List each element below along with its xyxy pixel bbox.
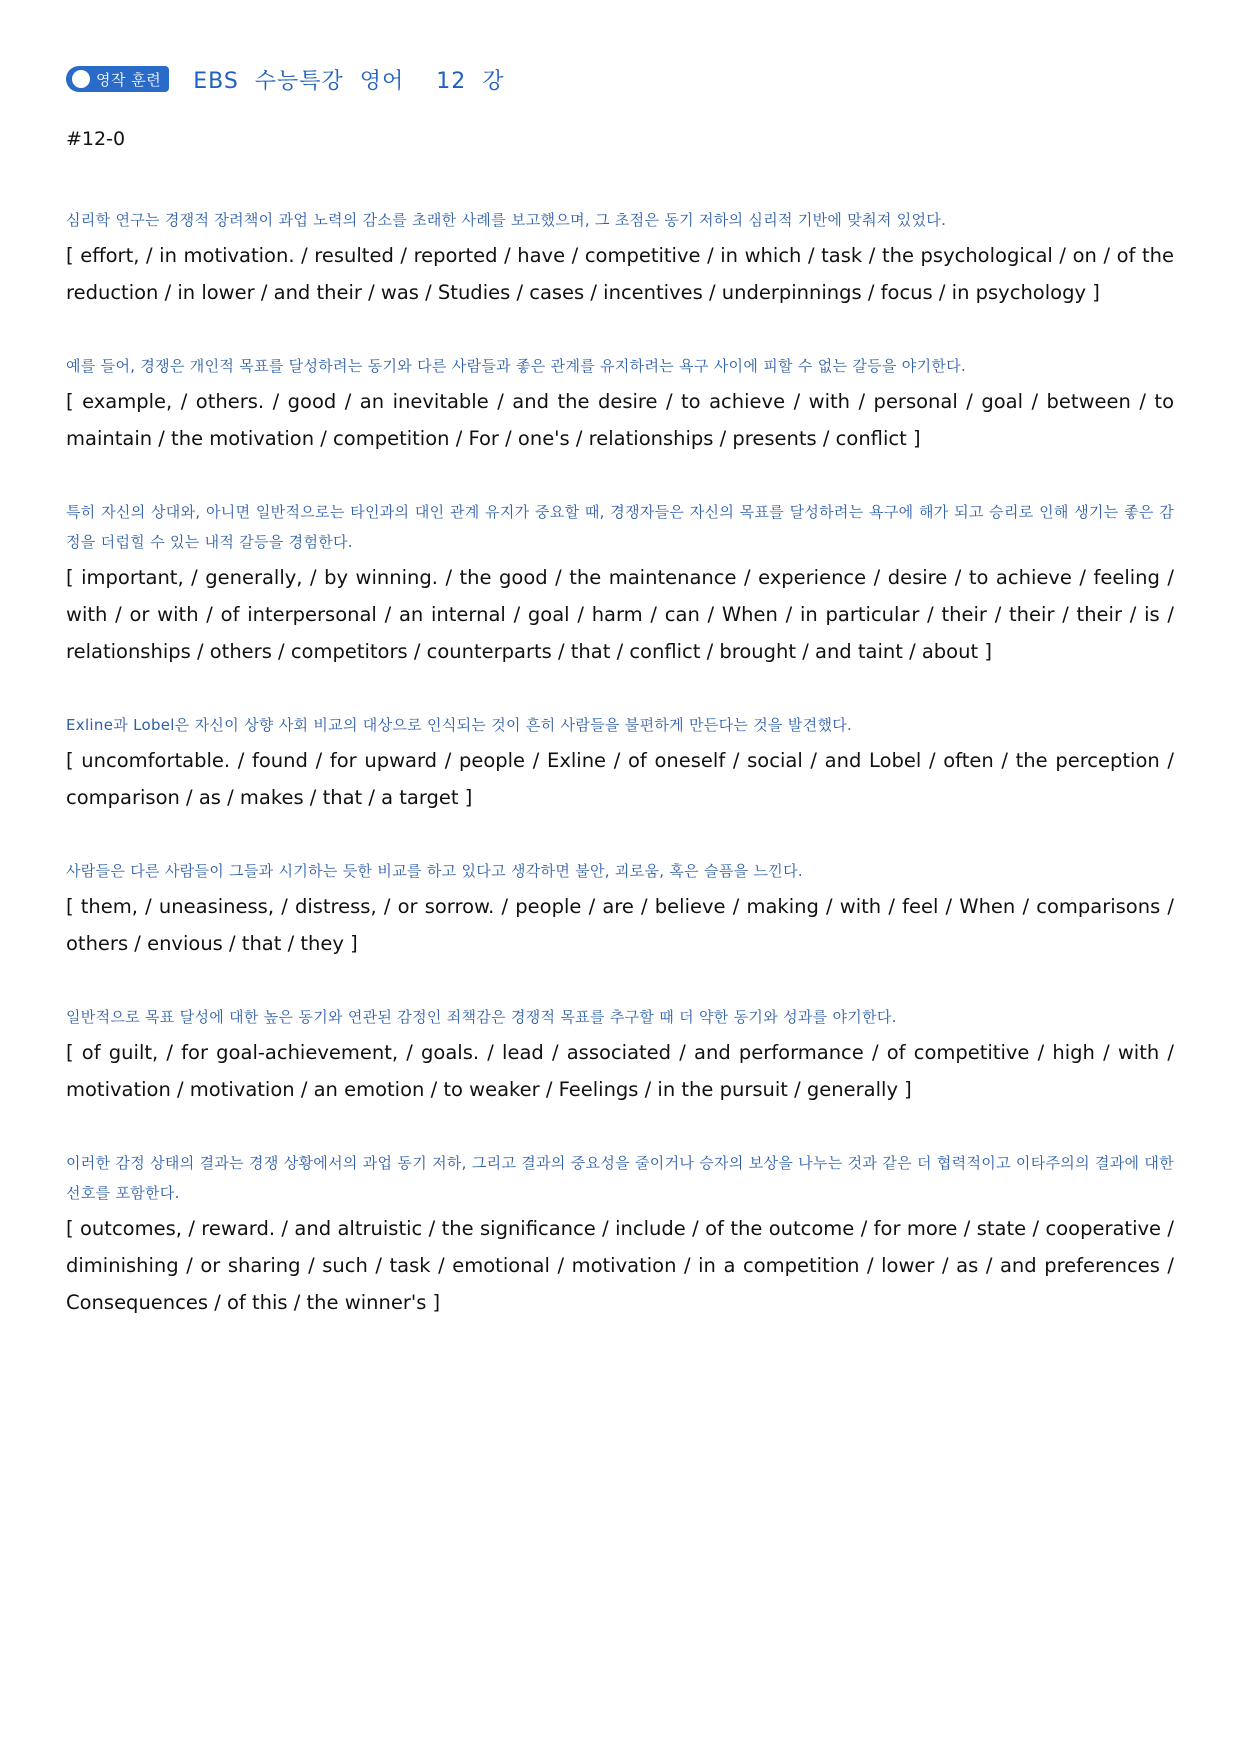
korean-sentence: 심리학 연구는 경쟁적 장려책이 과업 노력의 감소를 초래한 사례를 보고했으며, 그 초점은 동기 저하의 심리적 기반에 맞춰져 있었다.	[66, 211, 947, 229]
exercise-item	[66, 205, 1174, 311]
korean-sentence: 예를 들어, 경쟁은 개인적 목표를 달성하려는 동기와 다른 사람들과 좋은 관계를 유지하려는 욕구 사이에 피할 수 없는 갈등을 야기한다.	[66, 357, 967, 375]
exercise-item	[66, 856, 1174, 962]
word-bank: [ outcomes, / reward. / and altruistic / the significance / include / of the outcome / for more / state / cooperative / diminishing / or sharing / such / task / emotional / motivation / in a competition / lower / as / and preferences / Consequences / of this / the winner's ]	[66, 1217, 1174, 1314]
korean-sentence: 일반적으로 목표 달성에 대한 높은 동기와 연관된 감정인 죄책감은 경쟁적 목표를 추구할 때 더 약한 동기와 성과를 야기한다.	[66, 1008, 897, 1026]
word-bank: [ effort, / in motivation. / resulted / reported / have / competitive / in which / task / the psychological / on / of the reduction / in lower / and their / was / Studies / cases / incentives / underpinnings / focus / in psychology ]	[66, 244, 1174, 304]
exercise-item	[66, 497, 1174, 670]
section-badge	[66, 66, 169, 92]
page-header	[66, 64, 505, 94]
exercise-list	[66, 205, 1174, 1361]
word-bank: [ example, / others. / good / an inevitable / and the desire / to achieve / with / personal / goal / between / to maintain / the motivation / competition / For / one's / relationships / presents / conflict ]	[66, 390, 1174, 450]
word-bank: [ uncomfortable. / found / for upward / people / Exline / of oneself / social / and Lobel / often / the perception / comparison / as / makes / that / a target ]	[66, 749, 1174, 809]
korean-sentence: 이러한 감정 상태의 결과는 경쟁 상황에서의 과업 동기 저하, 그리고 결과의 중요성을 줄이거나 승자의 보상을 나누는 것과 같은 더 협력적이고 이타주의의 결과에 대한 선호를 포함한다.	[66, 1154, 1174, 1202]
exercise-item	[66, 1002, 1174, 1108]
exercise-item	[66, 1148, 1174, 1321]
word-bank: [ them, / uneasiness, / distress, / or sorrow. / people / are / believe / making / with / feel / When / comparisons / others / envious / that / they ]	[66, 895, 1174, 955]
word-bank: [ of guilt, / for goal-achievement, / goals. / lead / associated / and performance / of competitive / high / with / motivation / motivation / an emotion / to weaker / Feelings / in the pursuit / generally ]	[66, 1041, 1174, 1101]
word-bank: [ important, / generally, / by winning. / the good / the maintenance / experience / desire / to achieve / feeling / with / or with / of interpersonal / an internal / goal / harm / can / When / in particular / their / their / their / is / relationships / others / competitors / counterparts / that / conflict / brought / and taint / about ]	[66, 566, 1174, 663]
badge-label: 영작 훈련	[96, 70, 162, 89]
badge-circle-icon	[72, 70, 90, 88]
lesson-id: #12-0	[66, 128, 126, 150]
korean-sentence: 사람들은 다른 사람들이 그들과 시기하는 듯한 비교를 하고 있다고 생각하면 불안, 괴로움, 혹은 슬픔을 느낀다.	[66, 862, 803, 880]
korean-sentence: Exline과 Lobel은 자신이 상향 사회 비교의 대상으로 인식되는 것이 흔히 사람들을 불편하게 만든다는 것을 발견했다.	[66, 716, 853, 734]
page-title: EBS 수능특강 영어 12 강	[193, 68, 505, 94]
exercise-item	[66, 351, 1174, 457]
exercise-item	[66, 710, 1174, 816]
korean-sentence: 특히 자신의 상대와, 아니면 일반적으로는 타인과의 대인 관계 유지가 중요할 때, 경쟁자들은 자신의 목표를 달성하려는 욕구에 해가 되고 승리로 인해 생기는 좋은 감정을 더럽힐 수 있는 내적 갈등을 경험한다.	[66, 503, 1174, 551]
